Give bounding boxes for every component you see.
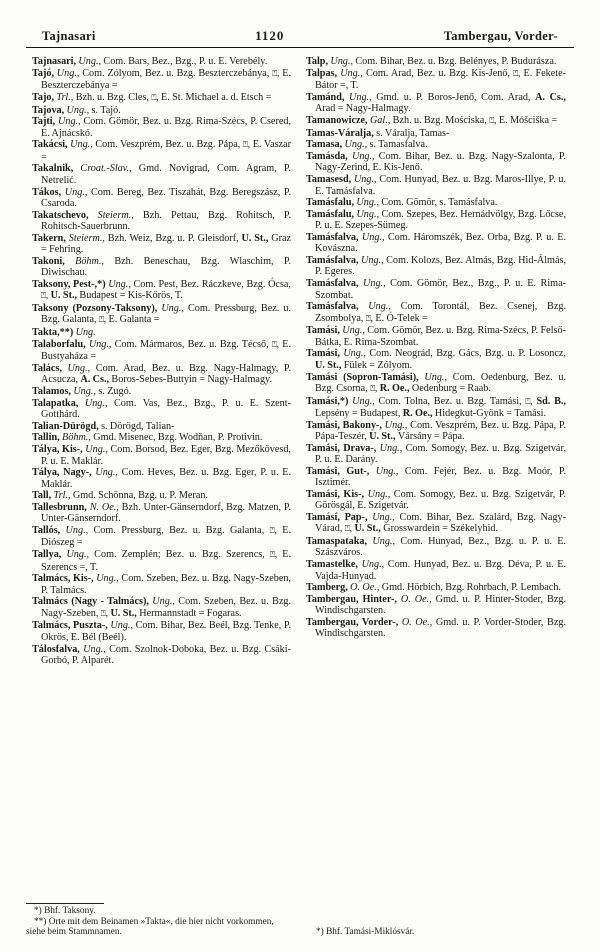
right-entry: Tamas-Váralja, s. Váralja, Tamas-: [306, 127, 450, 139]
right-entry: Tamásí, Pap-, Ung., Com. Bihar, Bez. Szalárd, Bzg. Nagy-Várad, ⍞, U. St., Grosswardein = Székelyhid.: [306, 512, 567, 535]
column-container: [26, 52, 574, 872]
left-entry: Taksony (Pozsony-Taksony), Ung., Com. Pressburg, Bez. u. Bzg. Galanta, ⍞, E. Galanta =: [32, 302, 291, 326]
right-entry: Tamási (Sopron-Tamási), Ung., Com. Oedenburg, Bez. u. Bzg. Csorna, ⍞, R. Oe., Oedenburg = Raab.: [306, 371, 566, 394]
right-entry: Tamásfalu, Ung., Com. Gömör, s. Tamásfalva.: [306, 197, 498, 209]
right-entry: Tamásfalu, Ung., Com. Szepes, Bez. Hernádvölgy, Bzg. Lőcse, P. u. E. Szepes-Sümeg.: [306, 208, 566, 232]
footnote-row: [26, 897, 574, 938]
left-entry: Talamos, Ung., s. Zugó.: [32, 385, 132, 397]
left-entry: Tajo, Trl., Bzh. u. Bzg. Cles, ⍞, E. St. Michael a. d. Etsch =: [32, 91, 272, 103]
left-entry: Tall, Trl., Gmd. Schönna, Bzg. u. P. Meran.: [32, 490, 208, 502]
right-entry: Tamánd, Ung., Gmd. u. P. Boros-Jenő, Com. Arad, A. Cs., Arad = Nagy-Halmagy.: [306, 91, 566, 115]
left-column: [26, 52, 300, 872]
right-entry: Tambergau, Hinter-, O. Oe., Gmd. u. P. Hinter-Stoder, Bzg. Windischgarsten.: [306, 593, 566, 617]
left-entry: Talapatka, Ung., Com. Vas, Bez., Bzg., P. u. E. Szent-Gotthárd.: [32, 397, 291, 420]
running-head-right: Tambergau, Vorder-: [443, 29, 558, 43]
right-entry: Tambergau, Vorder-, O. Oe., Gmd. u. P. Vorder-Stoder, Bzg. Windischgarsten.: [306, 617, 566, 640]
right-entry: Tamási, Gut-, Ung., Com. Fejér, Bez. u. Bzg. Moór, P. Isztimér.: [306, 465, 566, 489]
footnote-rule-left: [26, 903, 104, 904]
left-entry-list: [32, 56, 291, 666]
right-entry: Tamási, Kis-, Ung., Com. Somogy, Bez. u. Bzg. Szigetvár, P. Görösgál, E. Szigetvár.: [306, 488, 566, 512]
right-entry: Tamási, Bakony-, Ung., Com. Veszprém, Bez. u. Bzg. Pápa, P. Pápa-Teszér, U. St., Vársány = Pápa.: [306, 419, 566, 443]
right-entry: Tamasesd, Ung., Com. Hunyad, Bez. u. Bzg. Maros-Illye, P. u. E. Tamásfalva.: [306, 174, 566, 197]
left-entry: Tajnasari, Ung., Com. Bars, Bez., Bzg., P. u. E. Verebély.: [32, 56, 268, 67]
right-entry: Tamberg, O. Oe., Gmd. Hörbich, Bzg. Rohrbach, P. Lembach.: [306, 582, 561, 594]
left-entry: Talaborfalu, Ung., Com. Mármaros, Bez. u. Bzg. Técső, ⍞, E. Bustyaháza =: [32, 338, 291, 363]
right-entry: Tamastelke, Ung., Com. Hunyad, Bez. u. Bzg. Déva, P. u. E. Vajda-Hunyad.: [306, 559, 566, 582]
right-entry: Tamási, Drava-, Ung., Com. Somogy, Bez. u. Bzg. Szigetvár, P. u. E. Darány.: [306, 442, 566, 466]
right-entry: Tamási,*) Ung., Com. Tolna, Bez. u. Bzg. Tamási, ⍞, Sd. B., Lepsény = Budapest, R. Oe., Hidegkut-Gyönk = Tamási.: [306, 395, 566, 419]
left-entry: Takoni, Böhm., Bzh. Beneschau, Bzg. Wlaschim, P. Diwischau.: [32, 255, 291, 279]
footnote-right-1: *) Bhf. Tamási-Miklósvár.: [316, 927, 415, 938]
footnote-left-2: **) Orte mit dem Beinamen »Takta«, die hier nicht vorkommen, siehe beim Stammnamen.: [26, 916, 274, 938]
right-entry: Talpas, Ung., Com. Arad, Bez. u. Bzg. Kis-Jenő, ⍞, E. Fekete-Bátor =, T.: [306, 67, 566, 92]
right-entry: Talp, Ung., Com. Bihar, Bez. u. Bzg. Belényes, P. Budurásza.: [306, 56, 557, 67]
right-entry: Tamásfalva, Ung., Com. Gömör, Bez., Bzg., P. u. E. Rima-Szombat.: [306, 278, 566, 301]
left-entry: Tákos, Ung., Com. Bereg, Bez. Tiszahát, Bzg. Beregszász, P. Csaroda.: [32, 186, 291, 209]
footnote-left-1: *) Bhf. Taksony.: [34, 906, 96, 917]
running-head: [26, 28, 574, 48]
left-entry: Talmács, Kis-, Ung., Com. Szeben, Bez. u. Bzg. Nagy-Szeben, P. Talmács.: [32, 573, 291, 596]
right-entry: Tamásda, Ung., Com. Bihar, Bez. u. Bzg. Nagy-Szalonta, P. Nagy-Zerind, E. Kis-Jenő.: [306, 151, 566, 174]
left-entry: Tajó, Ung., Com. Zólyom, Bez. u. Bzg. Beszterczebánya, ⍞, E. Beszterczebánya =: [32, 67, 291, 92]
left-entry: Talmács (Nagy - Talmács), Ung., Com. Szeben, Bez. u. Bzg. Nagy-Szeben, ⍞, U. St., Hermannstadt = Fogaras.: [32, 596, 291, 619]
left-entry: Takta,**) Ung.: [32, 326, 96, 338]
left-entry: Tallós, Ung., Com. Pressburg, Bez. u. Bzg. Galanta, ⍞, E. Diószeg =: [32, 525, 291, 549]
left-entry: Takalnik, Croat.-Slav., Gmd. Novigrad, Com. Agram, P. Netrelić.: [32, 163, 291, 186]
right-entry-list: [306, 56, 566, 640]
left-entry: Talács, Ung., Com. Arad, Bez. u. Bzg. Nagy-Halmagy, P. Acsucza, A. Cs., Boros-Sebes-Buttyin = Nagy-Halmagy.: [32, 362, 291, 386]
left-entry: Tajova, Ung., s. Tajó.: [32, 104, 121, 116]
left-footnotes: [26, 897, 300, 938]
left-entry: Takern, Steierm., Bzh. Weiz, Bzg. u. P. Gleisdorf, U. St., Graz = Fehring.: [32, 232, 292, 256]
page-number: 1120: [255, 28, 285, 43]
right-column: [300, 52, 574, 872]
right-entry: Tamásfalva, Ung., Com. Háromszék, Bez. Orba, Bzg. P. u. E. Kovászna.: [306, 232, 566, 255]
right-entry: Tamanowicze, Gal., Bzh. u. Bzg. Mościska, ⍞, E. Móšciška =: [306, 114, 558, 126]
right-footnotes: [300, 897, 574, 938]
left-entry: Tajti, Ung., Com. Gömör, Bez. u. Bzg. Rima-Szécs, P. Csered, E. Ajnácskó.: [32, 116, 291, 139]
right-entry: Tamasa, Ung., s. Tamasfalva.: [306, 139, 428, 151]
left-entry: Takatschevo, Steierm., Bzh. Pettau, Bzg. Rohitsch, P. Rohitsch-Sauerbrunn.: [32, 209, 291, 232]
running-head-left: Tajnasari: [42, 29, 96, 43]
left-entry: Tálya, Kis-, Ung., Com. Borsod, Bez. Eger, Bzg. Mezőkövesd, P. u. E. Maklár.: [32, 444, 291, 467]
left-entry: Taksony, Pest-,*) Ung., Com. Pest, Bez. Ráczkeve, Bzg. Ócsa, ⍞, U. St., Budapest = Kis-Kőrös, T.: [32, 278, 291, 302]
right-entry: Tamaspataka, Ung., Com. Hunyad, Bez., Bzg. u. P. u. E. Szászváros.: [306, 536, 566, 559]
right-entry: Tamásfalva, Ung., Com. Kolozs, Bez. Almás, Bzg. Hid-Álmás, P. Egeres.: [306, 255, 566, 278]
left-entry: Tallin, Böhm., Gmd. Misenec, Bzg. Wodňan, P. Protivin.: [32, 432, 263, 444]
left-entry: Takácsi, Ung., Com. Veszprém, Bez. u. Bzg. Pápa, ⍞, E. Vaszar =: [32, 139, 291, 163]
left-entry: Tallesbrunn, N. Oe., Bzh. Unter-Gänserndorf, Bzg. Matzen, P. Unter-Gänserndorf.: [32, 502, 291, 525]
left-entry: Tallya, Ung., Com. Zemplén; Bez. u. Bzg. Szerencs, ⍞, E. Szerencs =, T.: [32, 549, 291, 573]
left-entry: Tálosfalva, Ung., Com. Szolnok-Doboka, Bez. u. Bzg. Csáki-Gorbó, P. Alparét.: [32, 643, 292, 666]
left-entry: Talian-Dürögd, s. Dörögd, Talian-: [32, 420, 175, 432]
right-entry: Tamási, Ung., Com. Gömör, Bez. u. Bzg. Rima-Szécs, P. Felső-Bátka, E. Rima-Szombat.: [306, 325, 566, 348]
left-entry: Talmács, Puszta-, Ung., Com. Bihar, Bez. Beél, Bzg. Tenke, P. Okrös, E. Bél (Beél).: [32, 620, 292, 643]
right-entry: Tamási, Ung., Com. Neográd, Bzg. Gács, Bzg. u. P. Losoncz, U. St., Fülek = Zólyom.: [306, 348, 566, 371]
left-entry: Tálya, Nagy-, Ung., Com. Heves, Bez. u. Bzg. Eger, P. u. E. Maklár.: [32, 467, 291, 490]
right-entry: Tamásfalva, Ung., Com. Torontál, Bez. Csenej, Bzg. Zsombolya, ⍞, E. Ó-Telek =: [306, 301, 566, 324]
